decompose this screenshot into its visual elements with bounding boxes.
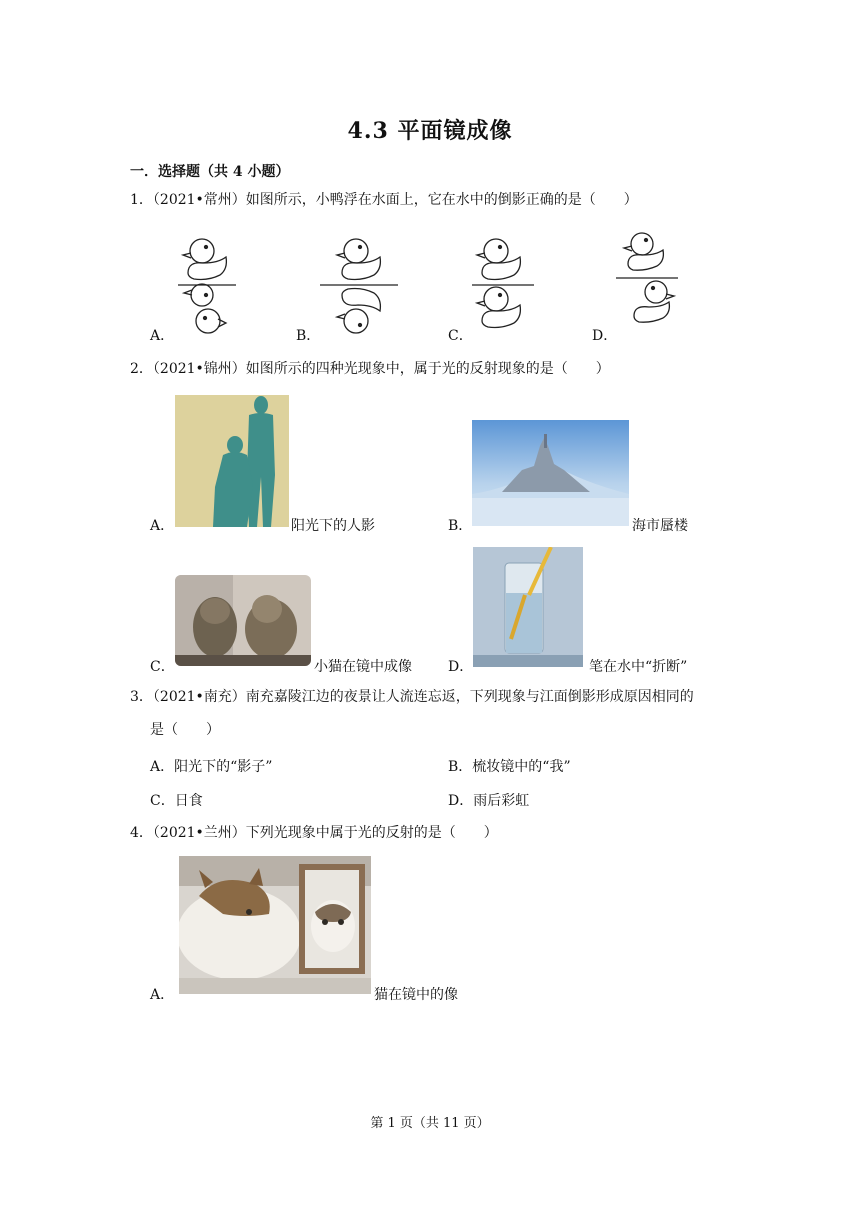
section-heading: 一．选择题（共 4 小题）: [130, 164, 290, 180]
q3-option-b: B．梳妆镜中的“我”: [448, 759, 571, 775]
duck-option-b-image: [320, 233, 400, 337]
q2-option-b-label: B．: [448, 518, 473, 534]
q1-option-a-label: A．: [150, 328, 175, 344]
q2-option-d-caption: 笔在水中“折断”: [589, 659, 688, 675]
cat-mirror-photo: [175, 575, 311, 666]
pencil-glass-photo: [473, 547, 583, 667]
duck-option-d-image: [616, 228, 682, 332]
q3-option-a: A．阳光下的“影子”: [150, 759, 273, 775]
duck-option-a-image: [178, 233, 238, 337]
q1-option-c-label: C．: [448, 328, 473, 344]
q4-option-a-caption: 猫在镜中的像: [374, 987, 458, 1003]
q2-option-a-caption: 阳光下的人影: [291, 518, 375, 534]
q2-option-b-caption: 海市蜃楼: [632, 518, 688, 534]
q3-option-c: C．日食: [150, 793, 203, 809]
cat-in-mirror-photo: [179, 856, 371, 994]
q2-option-d-label: D．: [448, 659, 474, 675]
shadow-photo: [175, 395, 289, 527]
q4-option-a-label: A．: [150, 987, 175, 1003]
q2-option-c-caption: 小猫在镜中成像: [314, 659, 412, 675]
duck-option-c-image: [472, 233, 538, 337]
question-1-stem: 1．（2021•常州）如图所示，小鸭浮在水面上，它在水中的倒影正确的是（ ）: [130, 192, 638, 208]
q2-option-a-label: A．: [150, 518, 175, 534]
q3-option-d: D．雨后彩虹: [448, 793, 530, 809]
q1-option-b-label: B．: [296, 328, 321, 344]
q2-option-c-label: C．: [150, 659, 175, 675]
question-4-stem: 4．（2021•兰州）下列光现象中属于光的反射的是（ ）: [130, 825, 498, 841]
q1-option-d-label: D．: [592, 328, 618, 344]
question-2-stem: 2．（2021•锦州）如图所示的四种光现象中，属于光的反射现象的是（ ）: [130, 361, 610, 377]
page-title: 4.3 平面镜成像: [347, 118, 513, 144]
page-footer: 第 1 页（共 11 页）: [370, 1116, 490, 1131]
question-3-stem-line1: 3．（2021•南充）南充嘉陵江边的夜景让人流连忘返，下列现象与江面倒影形成原因相同的: [130, 689, 694, 705]
mirage-photo: [472, 420, 629, 526]
question-3-stem-line2: 是（ ）: [150, 722, 220, 738]
